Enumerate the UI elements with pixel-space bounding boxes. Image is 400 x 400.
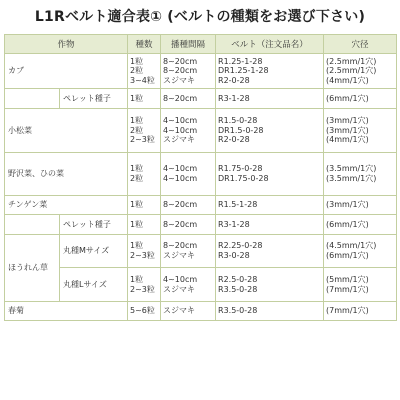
subtype-cell: 丸種Lサイズ [60, 268, 128, 302]
seeds-cell: 1粒 [128, 196, 161, 215]
header-seeds: 種数 [128, 35, 161, 54]
spacing-cell: 8~20cm [161, 215, 216, 235]
belt-cell: R1.5-0-28 DR1.5-0-28 R2-0-28 [216, 109, 324, 153]
seeds-cell: 1粒 2~3粒 [128, 268, 161, 302]
hole-cell: (3.5mm/1穴) (3.5mm/1穴) [324, 153, 397, 196]
table-row [5, 235, 397, 268]
seeds-cell: 1粒 [128, 89, 161, 109]
belt-compatibility-table [4, 34, 397, 321]
spacing-cell: 4~10cm スジマキ [161, 268, 216, 302]
crop-cell: カブ [5, 54, 128, 89]
belt-cell: R3-1-28 [216, 89, 324, 109]
table-row [5, 109, 397, 153]
crop-cell: チンゲン菜 [5, 196, 128, 215]
spacing-cell: 8~20cm 8~20cm スジマキ [161, 54, 216, 89]
hole-cell: (4.5mm/1穴) (6mm/1穴) [324, 235, 397, 268]
hole-cell: (3mm/1穴) [324, 196, 397, 215]
seeds-cell: 1粒 [128, 215, 161, 235]
spacing-cell: 4~10cm 4~10cm スジマキ [161, 109, 216, 153]
header-hole: 穴径 [324, 35, 397, 54]
table-row [5, 89, 397, 109]
hole-cell: (7mm/1穴) [324, 302, 397, 321]
crop-cell: 春菊 [5, 302, 128, 321]
crop-cell: 小松菜 [5, 109, 128, 153]
seeds-cell: 1粒 2粒 2~3粒 [128, 109, 161, 153]
spacing-cell: 8~20cm [161, 196, 216, 215]
seeds-cell: 1粒 2~3粒 [128, 235, 161, 268]
page-title: L1Rベルト適合表① (ベルトの種類をお選び下さい) [34, 9, 366, 25]
belt-cell: R1.25-1-28 DR1.25-1-28 R2-0-28 [216, 54, 324, 89]
seeds-cell: 1粒 2粒 3~4粒 [128, 54, 161, 89]
hole-cell: (2.5mm/1穴) (2.5mm/1穴) (4mm/1穴) [324, 54, 397, 89]
header-spacing: 播種間隔 [161, 35, 216, 54]
hole-cell: (6mm/1穴) [324, 215, 397, 235]
table-row [5, 54, 397, 89]
header-belt: ベルト（注文品名） [216, 35, 324, 54]
table-header-row [5, 35, 397, 54]
spacing-cell: 8~20cm スジマキ [161, 235, 216, 268]
spacing-cell: スジマキ [161, 302, 216, 321]
header-crop: 作物 [5, 35, 128, 54]
hole-cell: (6mm/1穴) [324, 89, 397, 109]
belt-cell: R2.25-0-28 R3-0-28 [216, 235, 324, 268]
belt-cell: R1.5-1-28 [216, 196, 324, 215]
belt-cell: R1.75-0-28 DR1.75-0-28 [216, 153, 324, 196]
table-row [5, 302, 397, 321]
spacing-cell: 8~20cm [161, 89, 216, 109]
belt-cell: R3.5-0-28 [216, 302, 324, 321]
table-row [5, 153, 397, 196]
seeds-cell: 1粒 2粒 [128, 153, 161, 196]
crop-cell: ほうれん草 [5, 235, 60, 302]
subtype-cell: 丸種Mサイズ [60, 235, 128, 268]
seeds-cell: 5~6粒 [128, 302, 161, 321]
table-row [5, 268, 397, 302]
table-row [5, 196, 397, 215]
spacing-cell: 4~10cm 4~10cm [161, 153, 216, 196]
subtype-cell: ペレット種子 [60, 215, 128, 235]
hole-cell: (3mm/1穴) (3mm/1穴) (4mm/1穴) [324, 109, 397, 153]
crop-cell-empty [5, 89, 60, 109]
crop-cell: 野沢菜、ひの菜 [5, 153, 128, 196]
table-row [5, 215, 397, 235]
crop-cell-empty [5, 215, 60, 235]
hole-cell: (5mm/1穴) (7mm/1穴) [324, 268, 397, 302]
belt-cell: R3-1-28 [216, 215, 324, 235]
belt-cell: R2.5-0-28 R3.5-0-28 [216, 268, 324, 302]
subtype-cell: ペレット種子 [60, 89, 128, 109]
